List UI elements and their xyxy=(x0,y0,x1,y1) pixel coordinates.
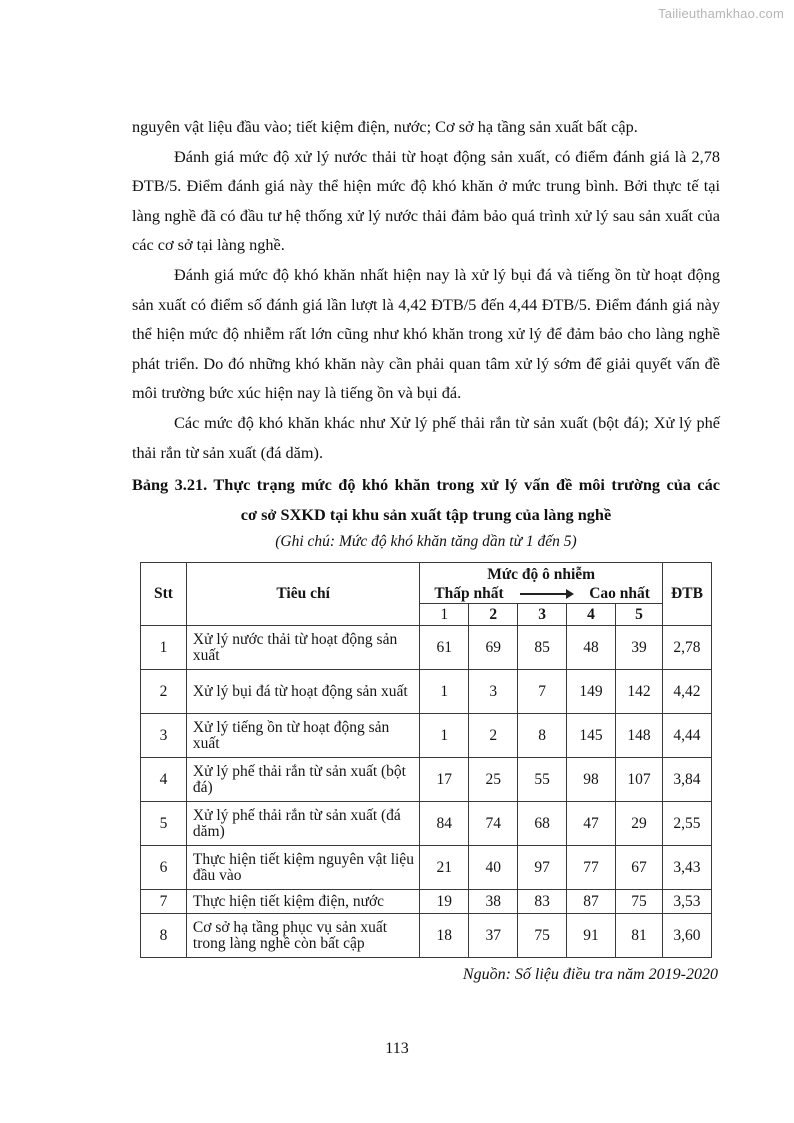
table-row xyxy=(141,802,712,846)
cell-level-3: 85 xyxy=(518,626,567,670)
cell-level-5: 107 xyxy=(616,758,663,802)
header-level: 4 xyxy=(567,604,616,626)
header-level: 2 xyxy=(469,604,518,626)
cell-level-4: 145 xyxy=(567,714,616,758)
cell-level-3: 75 xyxy=(518,914,567,958)
paragraph: Đánh giá mức độ khó khăn nhất hiện nay là xử lý bụi đá và tiếng ồn từ hoạt động sản xuất có điểm số đánh giá lần lượt là 4,42 ĐTB/5 đến 4,44 ĐTB/5. Điểm đánh giá này thể hiện mức độ nhiễm rất lớn cũng như khó khăn trong xử lý để đảm bảo cho làng nghề phát triển. Do đó những khó khăn này cần phải quan tâm xử lý sớm để giải quyết vấn đề môi trường bức xúc hiện nay là tiếng ồn và bụi đá. xyxy=(132,264,720,403)
cell-level-2: 40 xyxy=(469,846,518,890)
cell-level-4: 48 xyxy=(567,626,616,670)
paragraph: nguyên vật liệu đầu vào; tiết kiệm điện, nước; Cơ sở hạ tầng sản xuất bất cập. xyxy=(132,117,638,136)
cell-criteria: Cơ sở hạ tầng phục vụ sản xuất trong làng nghề còn bất cập xyxy=(186,914,419,958)
cell-level-1: 18 xyxy=(420,914,469,958)
cell-level-3: 83 xyxy=(518,890,567,914)
cell-level-1: 1 xyxy=(420,714,469,758)
cell-level-3: 7 xyxy=(518,670,567,714)
table-caption-line2: cơ sở SXKD tại khu sản xuất tập trung của làng nghề xyxy=(240,504,612,524)
cell-level-5: 39 xyxy=(616,626,663,670)
cell-level-5: 67 xyxy=(616,846,663,890)
table-note: (Ghi chú: Mức độ khó khăn tăng dần từ 1 đến 5) xyxy=(275,533,577,551)
header-level: 1 xyxy=(420,604,469,626)
cell-level-4: 91 xyxy=(567,914,616,958)
cell-criteria: Xử lý tiếng ồn từ hoạt động sản xuất xyxy=(186,714,419,758)
page-number: 113 xyxy=(385,1040,409,1057)
cell-avg: 4,44 xyxy=(662,714,711,758)
header-criteria: Tiêu chí xyxy=(186,563,419,626)
cell-criteria: Xử lý bụi đá từ hoạt động sản xuất xyxy=(186,670,419,714)
cell-stt: 8 xyxy=(141,914,187,958)
table-row xyxy=(141,914,712,958)
cell-level-1: 61 xyxy=(420,626,469,670)
cell-level-1: 84 xyxy=(420,802,469,846)
header-level-group xyxy=(420,563,663,604)
level-group-title: Mức độ ô nhiễm xyxy=(487,566,596,583)
cell-criteria: Thực hiện tiết kiệm nguyên vật liệu đầu vào xyxy=(186,846,419,890)
header-level: 5 xyxy=(616,604,663,626)
table-row xyxy=(141,670,712,714)
paragraph: Đánh giá mức độ xử lý nước thải từ hoạt động sản xuất, có điểm đánh giá là 2,78 ĐTB/5. Điểm đánh giá này thể hiện mức độ khó khăn ở mức trung bình. Bởi thực tế tại làng nghề đã có đầu tư hệ thống xử lý nước thải đảm bảo quá trình xử lý sau sản xuất của các cơ sở tại làng nghề. xyxy=(132,146,720,255)
cell-level-2: 74 xyxy=(469,802,518,846)
cell-level-2: 69 xyxy=(469,626,518,670)
cell-level-2: 2 xyxy=(469,714,518,758)
table-row xyxy=(141,890,712,914)
cell-criteria: Xử lý phế thải rắn từ sản xuất (đá dăm) xyxy=(186,802,419,846)
cell-level-3: 97 xyxy=(518,846,567,890)
source-note: Nguồn: Số liệu điều tra năm 2019-2020 xyxy=(462,966,718,983)
cell-criteria: Xử lý nước thải từ hoạt động sản xuất xyxy=(186,626,419,670)
cell-avg: 3,60 xyxy=(662,914,711,958)
cell-stt: 1 xyxy=(141,626,187,670)
cell-level-5: 81 xyxy=(616,914,663,958)
cell-level-1: 1 xyxy=(420,670,469,714)
cell-avg: 4,42 xyxy=(662,670,711,714)
cell-level-2: 25 xyxy=(469,758,518,802)
cell-level-1: 17 xyxy=(420,758,469,802)
cell-avg: 2,55 xyxy=(662,802,711,846)
header-stt: Stt xyxy=(141,563,187,626)
cell-avg: 2,78 xyxy=(662,626,711,670)
cell-level-1: 19 xyxy=(420,890,469,914)
table-row xyxy=(141,626,712,670)
table-caption xyxy=(132,470,720,529)
cell-level-3: 68 xyxy=(518,802,567,846)
level-lowest: Thấp nhất xyxy=(434,585,504,602)
cell-avg: 3,43 xyxy=(662,846,711,890)
cell-level-4: 47 xyxy=(567,802,616,846)
table-row xyxy=(141,758,712,802)
level-scale xyxy=(420,584,662,603)
cell-stt: 4 xyxy=(141,758,187,802)
cell-criteria: Thực hiện tiết kiệm điện, nước xyxy=(186,890,419,914)
data-table xyxy=(140,562,712,958)
cell-avg: 3,84 xyxy=(662,758,711,802)
cell-level-4: 77 xyxy=(567,846,616,890)
header-avg: ĐTB xyxy=(662,563,711,626)
cell-level-5: 29 xyxy=(616,802,663,846)
cell-level-4: 87 xyxy=(567,890,616,914)
table-row xyxy=(141,846,712,890)
cell-level-4: 149 xyxy=(567,670,616,714)
cell-stt: 6 xyxy=(141,846,187,890)
paragraph: Các mức độ khó khăn khác như Xử lý phế thải rắn từ sản xuất (bột đá); Xử lý phế thải rắn từ sản xuất (đá dăm). xyxy=(132,412,720,462)
cell-stt: 2 xyxy=(141,670,187,714)
cell-stt: 3 xyxy=(141,714,187,758)
arrow-right-icon xyxy=(520,593,572,595)
cell-level-1: 21 xyxy=(420,846,469,890)
level-highest: Cao nhất xyxy=(589,585,650,602)
cell-level-2: 37 xyxy=(469,914,518,958)
cell-criteria: Xử lý phế thải rắn từ sản xuất (bột đá) xyxy=(186,758,419,802)
cell-avg: 3,53 xyxy=(662,890,711,914)
cell-stt: 5 xyxy=(141,802,187,846)
table-row xyxy=(141,714,712,758)
body-text xyxy=(132,112,720,553)
cell-stt: 7 xyxy=(141,890,187,914)
header-level: 3 xyxy=(518,604,567,626)
cell-level-4: 98 xyxy=(567,758,616,802)
table-caption-line1: Bảng 3.21. Thực trạng mức độ khó khăn trong xử lý vấn đề môi trường của các xyxy=(132,475,720,495)
cell-level-2: 38 xyxy=(469,890,518,914)
cell-level-5: 142 xyxy=(616,670,663,714)
watermark: Tailieuthamkhao.com xyxy=(658,6,784,21)
cell-level-5: 148 xyxy=(616,714,663,758)
cell-level-3: 55 xyxy=(518,758,567,802)
cell-level-3: 8 xyxy=(518,714,567,758)
cell-level-2: 3 xyxy=(469,670,518,714)
cell-level-5: 75 xyxy=(616,890,663,914)
